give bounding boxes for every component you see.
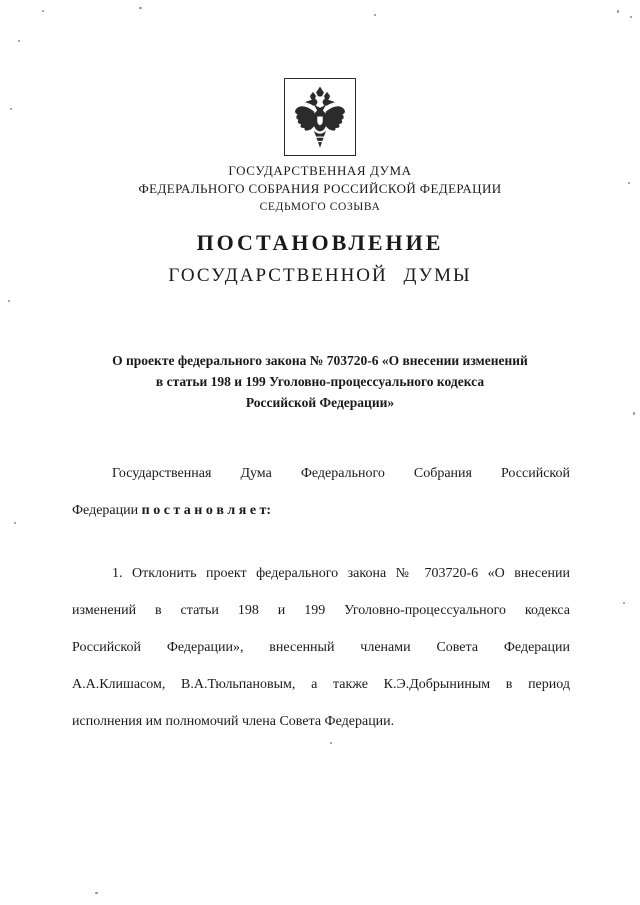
- doc-type-subtitle: ГОСУДАРСТВЕННОЙ ДУМЫ: [168, 265, 472, 286]
- org-name-line1: ГОСУДАРСТВЕННАЯ ДУМА: [228, 163, 412, 178]
- scan-speck: [139, 7, 142, 9]
- scan-speck: [14, 522, 16, 524]
- scan-speck: [42, 10, 44, 12]
- scan-speck: [623, 602, 625, 604]
- scan-speck: [95, 892, 98, 894]
- item-line: Российской Федерации», внесенный членами Совета Федерации: [72, 640, 570, 655]
- lead-line: [72, 492, 570, 529]
- doc-type-title: ПОСТАНОВЛЕНИЕ: [196, 230, 444, 255]
- resolves-emphasis: п о с т а н о в л я е т:: [141, 503, 272, 518]
- item-line: исполнения им полномочий члена Совета Федерации.: [72, 714, 395, 729]
- scan-speck: [330, 742, 332, 744]
- item-line: 1. Отклонить проект федерального закона № 703720-6 «О внесении: [112, 566, 570, 581]
- scan-speck: [617, 10, 619, 13]
- resolution-title-line: Российской Федерации»: [245, 395, 395, 410]
- resolution-item-1: [72, 555, 570, 740]
- scan-speck: [628, 182, 630, 184]
- org-name-line2: ФЕДЕРАЛЬНОГО СОБРАНИЯ РОССИЙСКОЙ ФЕДЕРАЦИИ: [138, 181, 502, 196]
- scan-speck: [630, 16, 632, 18]
- resolution-title: [0, 350, 640, 413]
- coat-of-arms-frame: [284, 78, 356, 156]
- org-convocation-line: СЕДЬМОГО СОЗЫВА: [259, 201, 381, 213]
- lead-line-text: Федерации: [72, 503, 142, 518]
- scan-speck: [374, 14, 376, 16]
- lead-paragraph: [72, 455, 570, 529]
- scan-speck: [10, 108, 12, 110]
- item-line: изменений в статьи 198 и 199 Уголовно-процессуального кодекса: [72, 603, 570, 618]
- scan-speck: [18, 40, 20, 42]
- scan-speck: [8, 300, 10, 302]
- document-body: [0, 455, 640, 740]
- item-line: А.А.Клишасом, В.А.Тюльпановым, а также К.Э.Добрыниным в период: [72, 677, 570, 692]
- double-headed-eagle-icon: [292, 85, 348, 149]
- scan-speck: [633, 412, 635, 415]
- resolution-title-line: О проекте федерального закона № 703720-6 «О внесении изменений: [112, 353, 528, 368]
- lead-line: Государственная Дума Федерального Собрания Российской: [112, 466, 570, 481]
- resolution-title-line: в статьи 198 и 199 Уголовно-процессуального кодекса: [155, 374, 485, 389]
